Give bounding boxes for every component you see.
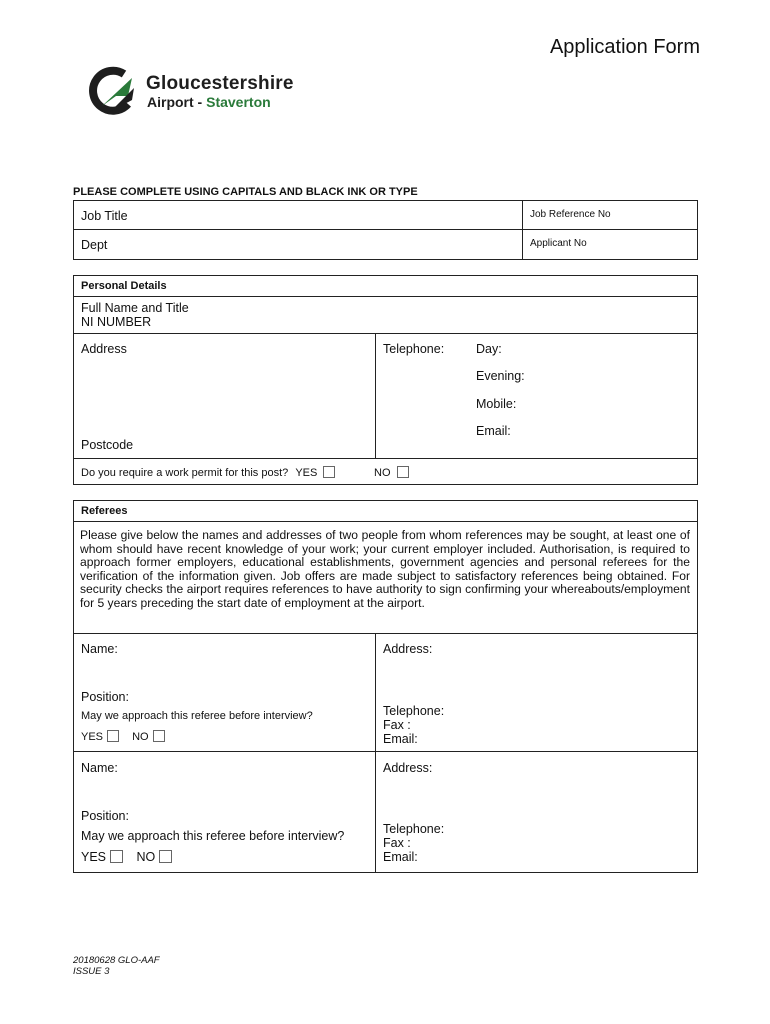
referee1-fax-field[interactable]: Fax : bbox=[383, 718, 411, 732]
referee1-approach-question: May we approach this referee before interview? bbox=[81, 710, 313, 722]
email-field[interactable]: Email: bbox=[476, 424, 511, 438]
applicant-no-field[interactable]: Applicant No bbox=[530, 238, 587, 249]
footer-line1: 20180628 GLO-AAF bbox=[73, 955, 160, 966]
referee2-email-field[interactable]: Email: bbox=[383, 850, 418, 864]
referee1-no-label: NO bbox=[132, 731, 149, 743]
divider bbox=[375, 633, 376, 873]
work-permit-question bbox=[81, 466, 335, 479]
telephone-label: Telephone: bbox=[383, 342, 445, 356]
footer-line2: ISSUE 3 bbox=[73, 966, 110, 977]
referee2-approach-options bbox=[81, 850, 172, 864]
divider bbox=[73, 333, 698, 334]
referee2-no-label: NO bbox=[136, 850, 156, 864]
work-permit-no-label: NO bbox=[374, 467, 391, 479]
referee2-fax-field[interactable]: Fax : bbox=[383, 836, 411, 850]
ni-number-field[interactable]: NI NUMBER bbox=[81, 315, 152, 329]
work-permit-yes-checkbox[interactable] bbox=[323, 466, 335, 478]
referee1-no-checkbox[interactable] bbox=[153, 730, 165, 742]
referee2-no-checkbox[interactable] bbox=[159, 850, 172, 863]
divider bbox=[375, 333, 376, 458]
divider bbox=[73, 229, 698, 230]
address-field[interactable]: Address bbox=[81, 342, 127, 356]
logo-line2 bbox=[147, 94, 271, 110]
referee2-yes-checkbox[interactable] bbox=[110, 850, 123, 863]
work-permit-no bbox=[374, 466, 409, 479]
referee2-name-field[interactable]: Name: bbox=[81, 761, 118, 775]
divider bbox=[73, 458, 698, 459]
airport-logo bbox=[88, 66, 328, 118]
referee1-yes-label: YES bbox=[81, 731, 104, 743]
referees-heading: Referees bbox=[81, 505, 128, 517]
form-title: Application Form bbox=[549, 36, 700, 58]
divider bbox=[73, 751, 698, 752]
work-permit-no-checkbox[interactable] bbox=[397, 466, 409, 478]
divider bbox=[73, 296, 698, 297]
day-phone-field[interactable]: Day: bbox=[476, 342, 502, 356]
work-permit-label: Do you require a work permit for this post? bbox=[81, 467, 289, 479]
referee2-approach-question: May we approach this referee before interview? bbox=[81, 829, 345, 843]
referee1-name-field[interactable]: Name: bbox=[81, 642, 118, 656]
work-permit-yes-label: YES bbox=[295, 467, 318, 479]
logo-mark-icon bbox=[88, 66, 144, 118]
referee1-email-field[interactable]: Email: bbox=[383, 732, 418, 746]
referee1-yes-checkbox[interactable] bbox=[107, 730, 119, 742]
logo-line2a: Airport - bbox=[147, 94, 207, 110]
divider bbox=[73, 633, 698, 634]
job-title-field[interactable]: Job Title bbox=[81, 209, 128, 223]
referee2-yes-label: YES bbox=[81, 850, 107, 864]
personal-details-heading: Personal Details bbox=[81, 280, 167, 292]
referee2-address-field[interactable]: Address: bbox=[383, 761, 433, 775]
logo-line2b: Staverton bbox=[206, 94, 271, 110]
referee2-position-field[interactable]: Position: bbox=[81, 809, 129, 823]
divider bbox=[73, 521, 698, 522]
job-reference-field[interactable]: Job Reference No bbox=[530, 209, 611, 220]
referee1-telephone-field[interactable]: Telephone: bbox=[383, 704, 445, 718]
instruction-text: PLEASE COMPLETE USING CAPITALS AND BLACK INK OR TYPE bbox=[73, 186, 418, 198]
dept-field[interactable]: Dept bbox=[81, 238, 108, 252]
mobile-field[interactable]: Mobile: bbox=[476, 397, 517, 411]
referee2-telephone-field[interactable]: Telephone: bbox=[383, 822, 445, 836]
referee1-address-field[interactable]: Address: bbox=[383, 642, 433, 656]
divider bbox=[522, 200, 523, 260]
postcode-field[interactable]: Postcode bbox=[81, 438, 134, 452]
referee1-approach-options bbox=[81, 730, 165, 743]
referees-instructions: Please give below the names and addresses of two people from whom references may be sought, at least one of whom should have recent knowledge of your work; your current employer included. Authorisation, is required to approach former employers, educational establishments, government agencies and personal referees for the verification of the information given. Job offers are made subject to satisfactory references being obtained. For security checks the airport requires references to have authority to sign confirming your whereabouts/employment for 5 years preceding the start date of employment at the airport. bbox=[80, 528, 690, 610]
referee1-position-field[interactable]: Position: bbox=[81, 690, 129, 704]
document-footer bbox=[73, 955, 160, 977]
evening-phone-field[interactable]: Evening: bbox=[476, 369, 525, 383]
logo-line1: Gloucestershire bbox=[146, 73, 294, 94]
full-name-field[interactable]: Full Name and Title bbox=[81, 301, 189, 315]
